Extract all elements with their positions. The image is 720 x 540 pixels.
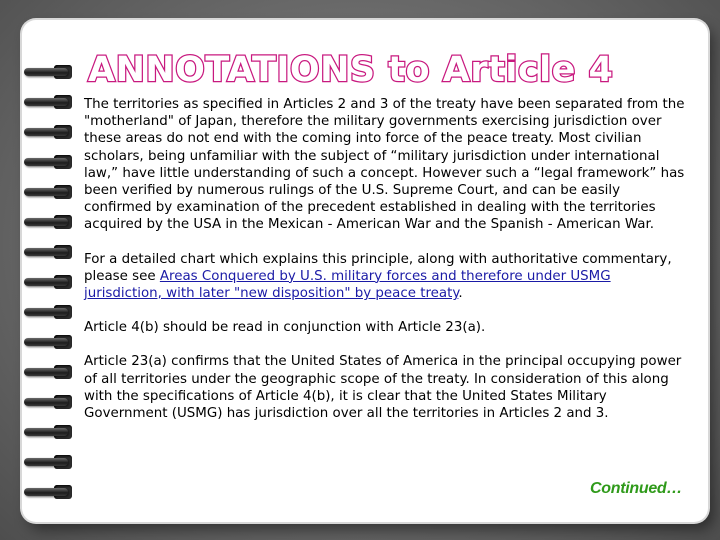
binder-ring	[24, 184, 80, 202]
binder-ring	[24, 484, 80, 502]
binder-ring	[24, 274, 80, 292]
binder-ring	[24, 454, 80, 472]
binder-ring	[24, 214, 80, 232]
continued-label: Continued…	[590, 480, 683, 497]
binder-ring	[24, 94, 80, 112]
slide-body	[84, 96, 690, 439]
paragraph-text: .	[458, 286, 463, 302]
paragraph-territories: The territories as specified in Articles 2 and 3 of the treaty have been separated from the "motherland" of Japan, therefore the military governments exercising jurisdiction over these areas do not end with the coming into force of the peace treaty. Most civilian scholars, being unfamiliar with the subject of “military jurisdiction under international law,” have little understanding of such a concept. However such a “legal framework” has been verified by numerous rulings of the U.S. Supreme Court, and can be easily confirmed by examination of the precedent established in dealing with the territories acquired by the USA in the Mexican - American War and the Spanish - American War.	[84, 97, 685, 233]
binder-ring	[24, 304, 80, 322]
slide-title: ANNOTATIONS to Article 4	[88, 50, 614, 90]
binder-ring	[24, 244, 80, 262]
paragraph-article-23a: Article 23(a) confirms that the United States of America in the principal occupying power of all territories under the geographic scope of the treaty. In consideration of this along with the specifications of Article 4(b), it is clear that the United States Military Government (USMG) has jurisdiction over all the territories in Articles 2 and 3.	[84, 354, 682, 422]
areas-conquered-link[interactable]: Areas Conquered by U.S. military forces and therefore under USMG jurisdiction, with later "new disposition" by peace treaty	[84, 268, 611, 302]
binder-ring	[24, 394, 80, 412]
binder-ring	[24, 64, 80, 82]
binder-rings	[24, 64, 80, 524]
paragraph-chart-reference	[84, 251, 690, 303]
paragraph-article-4b: Article 4(b) should be read in conjunction with Article 23(a).	[84, 320, 486, 336]
binder-ring	[24, 124, 80, 142]
binder-ring	[24, 424, 80, 442]
binder-ring	[24, 364, 80, 382]
binder-ring	[24, 334, 80, 352]
paragraph-text: For a detailed chart which explains this principle, along with authoritative commentary, please see	[84, 251, 672, 284]
binder-ring	[24, 154, 80, 172]
